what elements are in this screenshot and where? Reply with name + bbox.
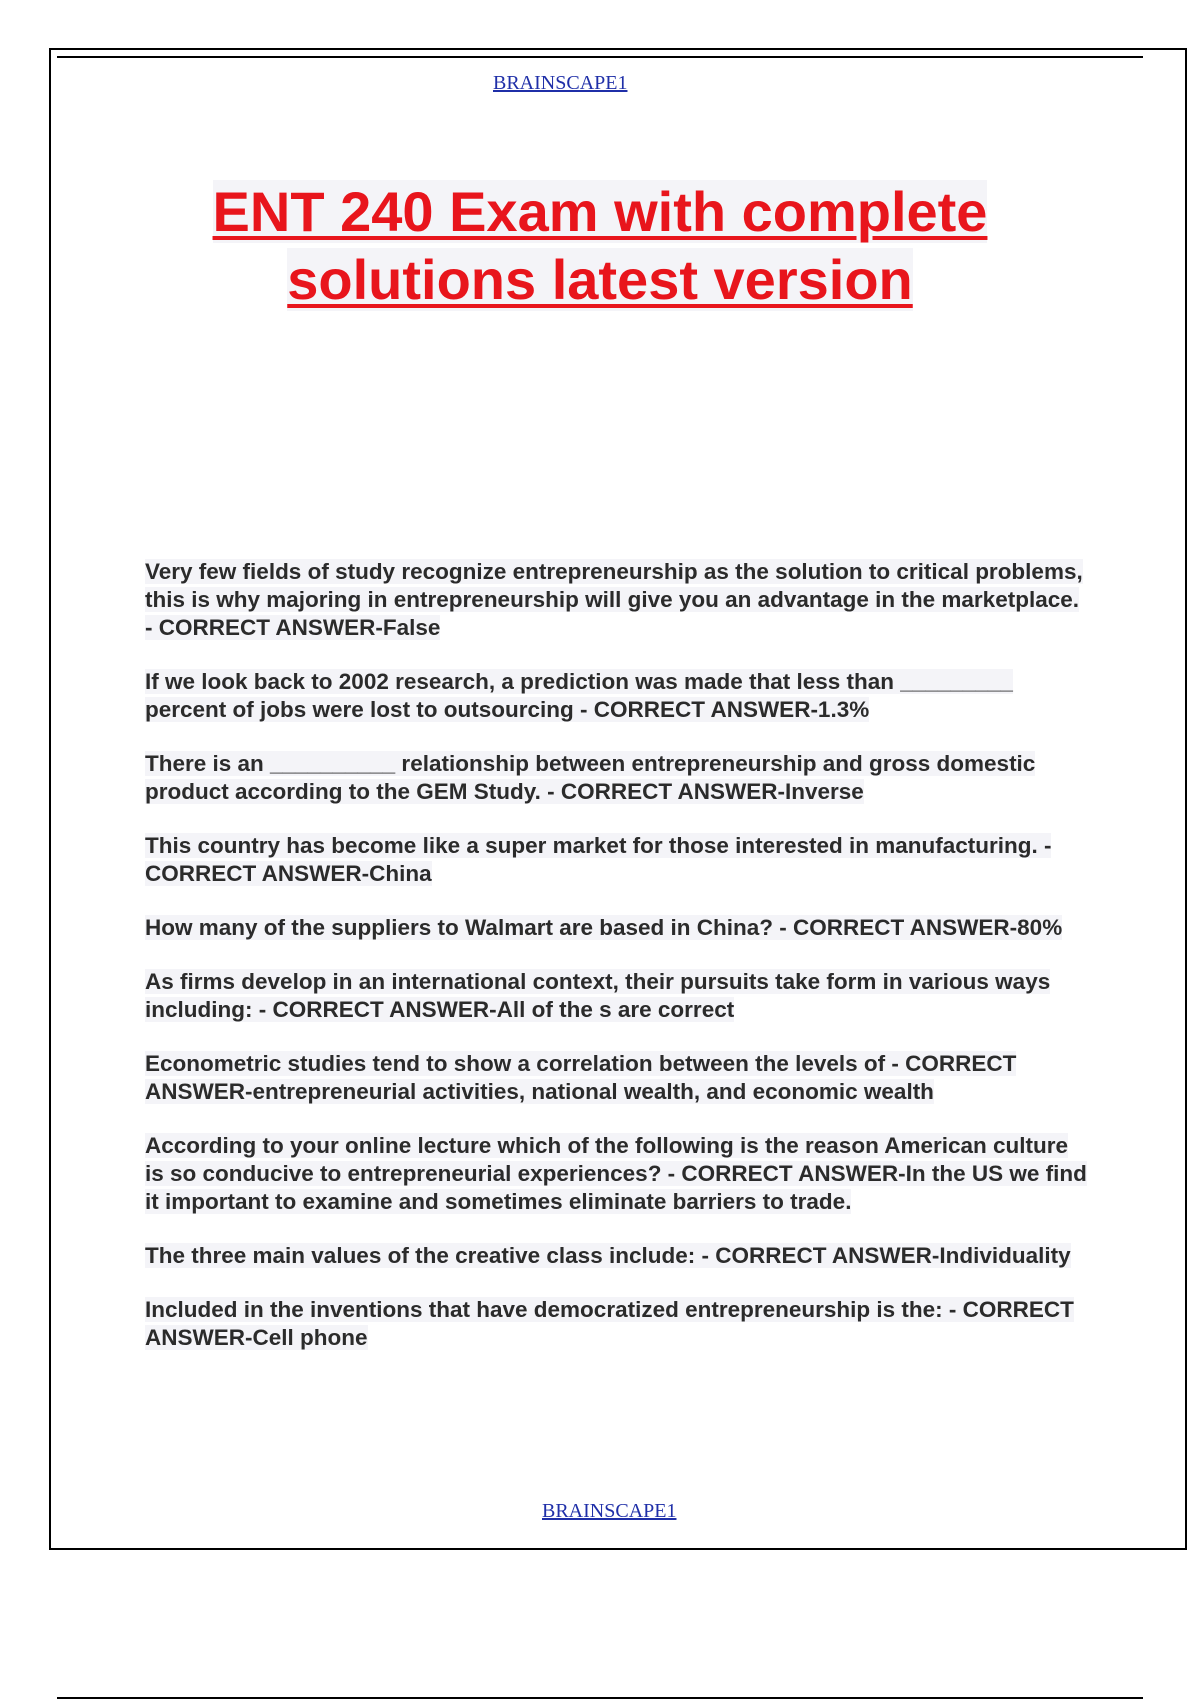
header-brainscape-link[interactable]: BRAINSCAPE1: [493, 72, 628, 94]
question-item-3: [145, 750, 1090, 806]
document-title-line-1: ENT 240 Exam with complete: [212, 180, 988, 243]
question-text: How many of the suppliers to Walmart are based in China? - CORRECT ANSWER-80%: [145, 915, 1063, 940]
question-item-4: [145, 832, 1090, 888]
question-answer-list: [145, 558, 1090, 1378]
document-title-line-2: solutions latest version: [287, 248, 913, 311]
question-item-5: [145, 914, 1090, 942]
question-text: This country has become like a super market for those interested in manufacturing. - CORRECT ANSWER-China: [145, 833, 1052, 886]
question-item-9: [145, 1242, 1090, 1270]
question-item-6: [145, 968, 1090, 1024]
question-text: There is an __________ relationship between entrepreneurship and gross domestic product according to the GEM Study. - CORRECT ANSWER-Inverse: [145, 751, 1036, 804]
question-text: As firms develop in an international context, their pursuits take form in various ways including: - CORRECT ANSWER-All of the s are correct: [145, 969, 1051, 1022]
question-text: Included in the inventions that have democratized entrepreneurship is the: - CORRECT ANSWER-Cell phone: [145, 1297, 1074, 1350]
question-text: If we look back to 2002 research, a prediction was made that less than _________ percent of jobs were lost to outsourcing - CORRECT ANSWER-1.3%: [145, 669, 1013, 722]
question-item-8: [145, 1132, 1090, 1216]
question-item-1: [145, 558, 1090, 642]
question-text: Econometric studies tend to show a correlation between the levels of - CORRECT ANSWER-entrepreneurial activities, national wealth, and economic wealth: [145, 1051, 1017, 1104]
document-title: [100, 178, 1100, 314]
footer-brainscape-link[interactable]: BRAINSCAPE1: [542, 1500, 677, 1522]
question-item-7: [145, 1050, 1090, 1106]
question-text: According to your online lecture which of the following is the reason American culture is so conducive to entrepreneurial experiences? - CORRECT ANSWER-In the US we find it important to examine and sometimes eliminate barriers to trade.: [145, 1133, 1087, 1214]
question-item-10: [145, 1296, 1090, 1352]
question-text: The three main values of the creative class include: - CORRECT ANSWER-Individuality: [145, 1243, 1071, 1268]
bottom-rule: [57, 1697, 1143, 1699]
question-text: Very few fields of study recognize entrepreneurship as the solution to critical problems, this is why majoring in entrepreneurship will give you an advantage in the marketplace. - CORRECT ANSWER-False: [145, 559, 1083, 640]
question-item-2: [145, 668, 1090, 724]
